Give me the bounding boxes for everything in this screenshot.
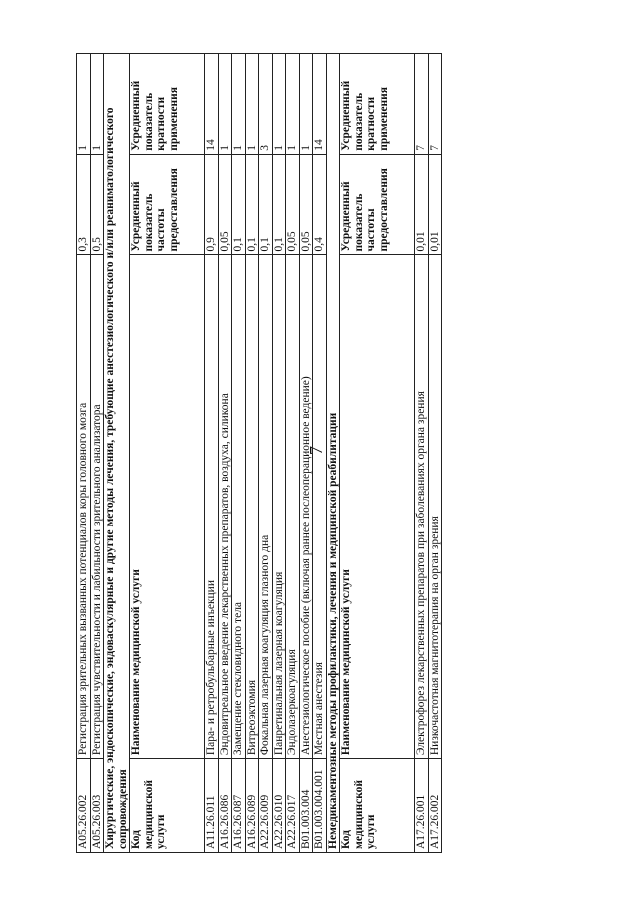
page-number: 7 xyxy=(306,446,326,455)
service-code: A22.26.017 xyxy=(286,759,300,853)
service-code: A16.26.086 xyxy=(218,759,232,853)
frequency-value: 0,1 xyxy=(259,154,273,255)
service-name: Регистрация чувствительности и лабильности зрительного анализатора xyxy=(90,255,104,759)
multiplicity-value: 14 xyxy=(205,54,219,155)
frequency-value: 0,3 xyxy=(77,154,91,255)
frequency-value: 0,05 xyxy=(286,154,300,255)
service-name: Фокальная лазерная коагуляция глазного дна xyxy=(259,255,273,759)
frequency-value: 0,05 xyxy=(218,154,232,255)
service-name: Низкочастотная магнитотерапия на орган зрения xyxy=(428,255,442,759)
service-code: A16.26.089 xyxy=(245,759,259,853)
multiplicity-value: 1 xyxy=(77,54,91,155)
multiplicity-value: 1 xyxy=(245,54,259,155)
frequency-value: 0,9 xyxy=(205,154,219,255)
section-title-row xyxy=(104,54,130,853)
service-name: Электрофорез лекарственных препаратов при заболеваниях органа зрения xyxy=(415,255,429,759)
table-row xyxy=(428,54,442,853)
service-code: A17.26.001 xyxy=(415,759,429,853)
frequency-value: 0,1 xyxy=(272,154,286,255)
frequency-value: 0,5 xyxy=(90,154,104,255)
multiplicity-value: 1 xyxy=(90,54,104,155)
section-title-row xyxy=(326,54,340,853)
frequency-value: 0,01 xyxy=(415,154,429,255)
service-code: A11.26.011 xyxy=(205,759,219,853)
multiplicity-value: 1 xyxy=(232,54,246,155)
service-name: Панретинальная лазерная коагуляция xyxy=(272,255,286,759)
table-row xyxy=(245,54,259,853)
frequency-value: 0,1 xyxy=(245,154,259,255)
multiplicity-value: 7 xyxy=(415,54,429,155)
service-code: A16.26.087 xyxy=(232,759,246,853)
table-row xyxy=(205,54,219,853)
header-name: Наименование медицинской услуги xyxy=(340,255,415,759)
table-row xyxy=(232,54,246,853)
service-name: Анестезиологическое пособие (включая раннее послеоперационное ведение) xyxy=(299,255,313,759)
header-frequency: Усредненный показатель частоты предоставления xyxy=(340,154,415,255)
header-name: Наименование медицинской услуги xyxy=(130,255,205,759)
frequency-value: 0,1 xyxy=(232,154,246,255)
multiplicity-value: 1 xyxy=(272,54,286,155)
table-row xyxy=(415,54,429,853)
multiplicity-value: 3 xyxy=(259,54,273,155)
header-code: Код медицинской услуги xyxy=(340,759,415,853)
service-name: Местная анестезия xyxy=(313,255,327,759)
table-header-row xyxy=(340,54,415,853)
table-row xyxy=(77,54,91,853)
header-multiplicity: Усредненный показатель кратности применения xyxy=(340,54,415,155)
service-code: A17.26.002 xyxy=(428,759,442,853)
header-multiplicity: Усредненный показатель кратности применения xyxy=(130,54,205,155)
service-name: Замещение стекловидного тела xyxy=(232,255,246,759)
table-row xyxy=(218,54,232,853)
table-row xyxy=(90,54,104,853)
service-name: Витреоэктомия xyxy=(245,255,259,759)
services-sheet xyxy=(76,53,596,853)
table-row xyxy=(259,54,273,853)
service-name: Эндолазеркоагуляция xyxy=(286,255,300,759)
multiplicity-value: 1 xyxy=(286,54,300,155)
table-row xyxy=(313,54,327,853)
services-table xyxy=(76,53,442,853)
header-frequency: Усредненный показатель частоты предоставления xyxy=(130,154,205,255)
header-code: Код медицинской услуги xyxy=(130,759,205,853)
section-title: Немедикаментозные методы профилактики, лечения и медицинской реабилитации xyxy=(326,54,340,853)
frequency-value: 0,4 xyxy=(313,154,327,255)
multiplicity-value: 1 xyxy=(299,54,313,155)
table-row xyxy=(299,54,313,853)
service-code: A05.26.002 xyxy=(77,759,91,853)
section-title: Хирургические, эндоскопические, эндоваскулярные и другие методы лечения, требующие анестезиологического и/или реаниматологического сопровождения xyxy=(104,54,130,853)
multiplicity-value: 14 xyxy=(313,54,327,155)
multiplicity-value: 7 xyxy=(428,54,442,155)
service-code: A22.26.009 xyxy=(259,759,273,853)
frequency-value: 0,05 xyxy=(299,154,313,255)
table-row xyxy=(286,54,300,853)
table-row xyxy=(272,54,286,853)
service-name: Регистрация зрительных вызванных потенциалов коры головного мозга xyxy=(77,255,91,759)
service-name: Пара- и ретробульбарные инъекции xyxy=(205,255,219,759)
service-name: Эндовитреальное введение лекарственных препаратов, воздуха, силикона xyxy=(218,255,232,759)
service-code: A05.26.003 xyxy=(90,759,104,853)
multiplicity-value: 1 xyxy=(218,54,232,155)
frequency-value: 0,01 xyxy=(428,154,442,255)
table-header-row xyxy=(130,54,205,853)
service-code: B01.003.004 xyxy=(299,759,313,853)
service-code: B01.003.004.001 xyxy=(313,759,327,853)
service-code: A22.26.010 xyxy=(272,759,286,853)
